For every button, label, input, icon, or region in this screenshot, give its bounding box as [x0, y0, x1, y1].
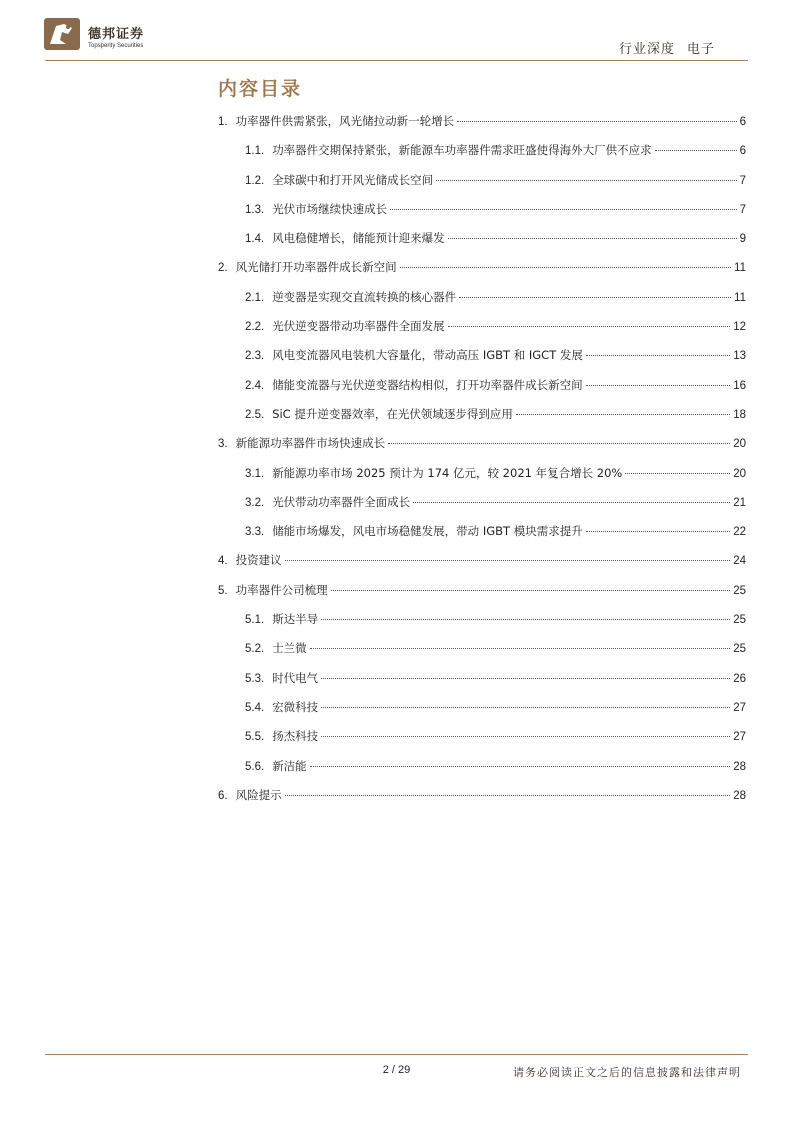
toc-entry-page: 6 [739, 145, 746, 158]
toc-dot-leader [655, 150, 737, 151]
toc-entry-page: 13 [733, 350, 746, 363]
toc-entry-number: 3.3. [245, 526, 265, 539]
toc-entry-number: 6. [218, 789, 228, 802]
toc-dot-leader [625, 473, 730, 474]
logo-cn-text: 德邦证券 [88, 27, 145, 42]
table-of-contents [218, 113, 746, 816]
toc-dot-leader [448, 238, 737, 239]
toc-entry[interactable] [218, 201, 746, 230]
toc-entry[interactable] [218, 758, 746, 787]
toc-entry-number: 5.4. [245, 701, 265, 714]
toc-entry-page: 27 [733, 731, 746, 744]
toc-entry[interactable] [218, 289, 746, 318]
toc-dot-leader [586, 531, 730, 532]
toc-entry[interactable] [218, 552, 746, 581]
toc-dot-leader [413, 502, 730, 503]
header-category [619, 38, 715, 57]
toc-entry-title: 全球碳中和打开风光储成长空间 [272, 172, 434, 187]
toc-entry-page: 20 [733, 438, 746, 451]
toc-entry[interactable] [218, 611, 746, 640]
toc-entry-title: 光伏市场继续快速成长 [272, 201, 388, 216]
toc-entry-page: 25 [733, 643, 746, 656]
toc-entry-number: 3.1. [245, 467, 265, 480]
toc-entry[interactable] [218, 787, 746, 816]
toc-dot-leader [321, 707, 730, 708]
toc-entry[interactable] [218, 640, 746, 669]
toc-entry-title: 新能源功率市场 2025 预计为 174 亿元，较 2021 年复合增长 20% [272, 465, 623, 480]
toc-entry-number: 3. [218, 438, 228, 451]
toc-dot-leader [390, 209, 736, 210]
toc-entry-title: SiC 提升逆变器效率，在光伏领域逐步得到应用 [272, 406, 513, 421]
toc-entry-title: 风光储打开功率器件成长新空间 [235, 260, 397, 275]
toc-dot-leader [388, 443, 730, 444]
toc-entry-title: 风电稳健增长，储能预计迎来爆发 [272, 231, 445, 246]
toc-entry-page: 22 [733, 526, 746, 539]
toc-entry[interactable] [218, 318, 746, 347]
toc-entry[interactable] [218, 142, 746, 171]
toc-dot-leader [331, 590, 731, 591]
toc-entry-page: 7 [739, 174, 746, 187]
toc-entry-title: 扬杰科技 [272, 729, 319, 744]
toc-entry-title: 储能变流器与光伏逆变器结构相似，打开功率器件成长新空间 [272, 377, 583, 392]
toc-dot-leader [516, 414, 730, 415]
toc-entry-number: 2.4. [245, 379, 265, 392]
toc-entry-title: 功率器件公司梳理 [235, 582, 328, 597]
toc-entry[interactable] [218, 670, 746, 699]
toc-entry-page: 7 [739, 203, 746, 216]
toc-entry-page: 27 [733, 701, 746, 714]
toc-entry-number: 1.1. [245, 145, 265, 158]
logo-emblem-icon [42, 14, 82, 54]
toc-entry-number: 5. [218, 584, 228, 597]
toc-entry[interactable] [218, 113, 746, 142]
toc-entry-page: 12 [733, 321, 746, 334]
toc-entry[interactable] [218, 435, 746, 464]
toc-entry-page: 25 [733, 584, 746, 597]
toc-dot-leader [459, 297, 731, 298]
toc-entry-number: 3.2. [245, 496, 265, 509]
toc-entry[interactable] [218, 347, 746, 376]
toc-entry-title: 光伏逆变器带动功率器件全面发展 [272, 319, 445, 334]
toc-entry-number: 2.1. [245, 291, 265, 304]
toc-dot-leader [586, 385, 731, 386]
toc-entry-page: 26 [733, 672, 746, 685]
toc-entry-page: 28 [733, 760, 746, 773]
toc-entry[interactable] [218, 377, 746, 406]
toc-entry[interactable] [218, 259, 746, 288]
toc-dot-leader [285, 795, 731, 796]
toc-entry-page: 6 [739, 116, 746, 128]
toc-entry-number: 1.4. [245, 233, 265, 246]
toc-entry-number: 2. [218, 262, 228, 275]
toc-entry-title: 功率器件供需紧张，风光储拉动新一轮增长 [235, 114, 455, 128]
page-indicator: 2 / 29 [382, 1064, 411, 1076]
toc-dot-leader [457, 121, 737, 122]
toc-entry[interactable] [218, 172, 746, 201]
toc-entry-number: 2.2. [245, 321, 265, 334]
toc-entry-number: 4. [218, 555, 228, 568]
toc-entry-number: 5.3. [245, 672, 265, 685]
toc-dot-leader [400, 267, 731, 268]
toc-entry-number: 1. [218, 116, 228, 128]
toc-entry-number: 2.3. [245, 350, 265, 363]
header-rule [45, 60, 748, 61]
toc-entry-title: 风电变流器风电装机大容量化，带动高压 IGBT 和 IGCT 发展 [272, 348, 583, 363]
toc-entry-number: 1.3. [245, 203, 265, 216]
toc-entry[interactable] [218, 494, 746, 523]
toc-dot-leader [285, 560, 731, 561]
toc-dot-leader [321, 736, 730, 737]
toc-entry-title: 新洁能 [272, 758, 307, 773]
toc-dot-leader [448, 326, 731, 327]
toc-entry[interactable] [218, 699, 746, 728]
header-category-label: 行业深度 [618, 42, 675, 57]
toc-dot-leader [310, 648, 731, 649]
toc-entry-page: 24 [733, 555, 746, 568]
footer-rule [45, 1054, 748, 1055]
toc-entry-number: 5.5. [245, 731, 265, 744]
toc-entry-number: 5.6. [245, 760, 265, 773]
toc-dot-leader [310, 766, 731, 767]
toc-entry-page: 25 [733, 614, 746, 627]
toc-entry-title: 光伏带动功率器件全面成长 [272, 494, 411, 509]
toc-dot-leader [586, 355, 730, 356]
toc-entry[interactable] [218, 406, 746, 435]
toc-entry[interactable] [218, 582, 746, 611]
toc-entry-title: 斯达半导 [272, 612, 319, 627]
toc-entry-page: 11 [734, 291, 746, 304]
toc-entry[interactable] [218, 465, 746, 494]
toc-entry-title: 新能源功率器件市场快速成长 [235, 436, 386, 451]
toc-entry[interactable] [218, 728, 746, 757]
toc-dot-leader [321, 678, 730, 679]
toc-entry-number: 1.2. [245, 174, 265, 187]
toc-entry-title: 时代电气 [272, 670, 319, 685]
toc-entry-title: 逆变器是实现交直流转换的核心器件 [272, 289, 457, 304]
toc-entry-page: 9 [739, 233, 746, 246]
header-sector-label: 电子 [686, 42, 715, 57]
toc-entry-title: 风险提示 [235, 787, 282, 802]
toc-entry-page: 20 [733, 467, 746, 480]
toc-entry-title: 士兰微 [272, 641, 307, 656]
toc-entry-title: 宏微科技 [272, 699, 319, 714]
toc-entry-number: 2.5. [245, 408, 265, 421]
toc-entry-number: 5.2. [245, 643, 265, 656]
footer-disclaimer: 请务必阅读正文之后的信息披露和法律声明 [513, 1066, 741, 1079]
toc-entry[interactable] [218, 523, 746, 552]
toc-title: 内容目录 [218, 78, 303, 100]
toc-dot-leader [436, 180, 736, 181]
toc-entry-title: 投资建议 [235, 553, 282, 568]
toc-entry-page: 16 [733, 379, 746, 392]
toc-entry[interactable] [218, 230, 746, 259]
logo-en-text: Topsperity Securities [88, 43, 144, 49]
toc-dot-leader [321, 619, 730, 620]
toc-entry-title: 功率器件交期保持紧张，新能源车功率器件需求旺盛使得海外大厂供不应求 [272, 143, 652, 158]
toc-entry-page: 28 [733, 789, 746, 802]
toc-entry-page: 21 [733, 496, 746, 509]
toc-entry-number: 5.1. [245, 614, 265, 627]
toc-entry-title: 储能市场爆发，风电市场稳健发展，带动 IGBT 模块需求提升 [272, 524, 583, 539]
toc-entry-page: 18 [733, 408, 746, 421]
company-logo [42, 14, 212, 60]
toc-entry-page: 11 [734, 262, 746, 275]
